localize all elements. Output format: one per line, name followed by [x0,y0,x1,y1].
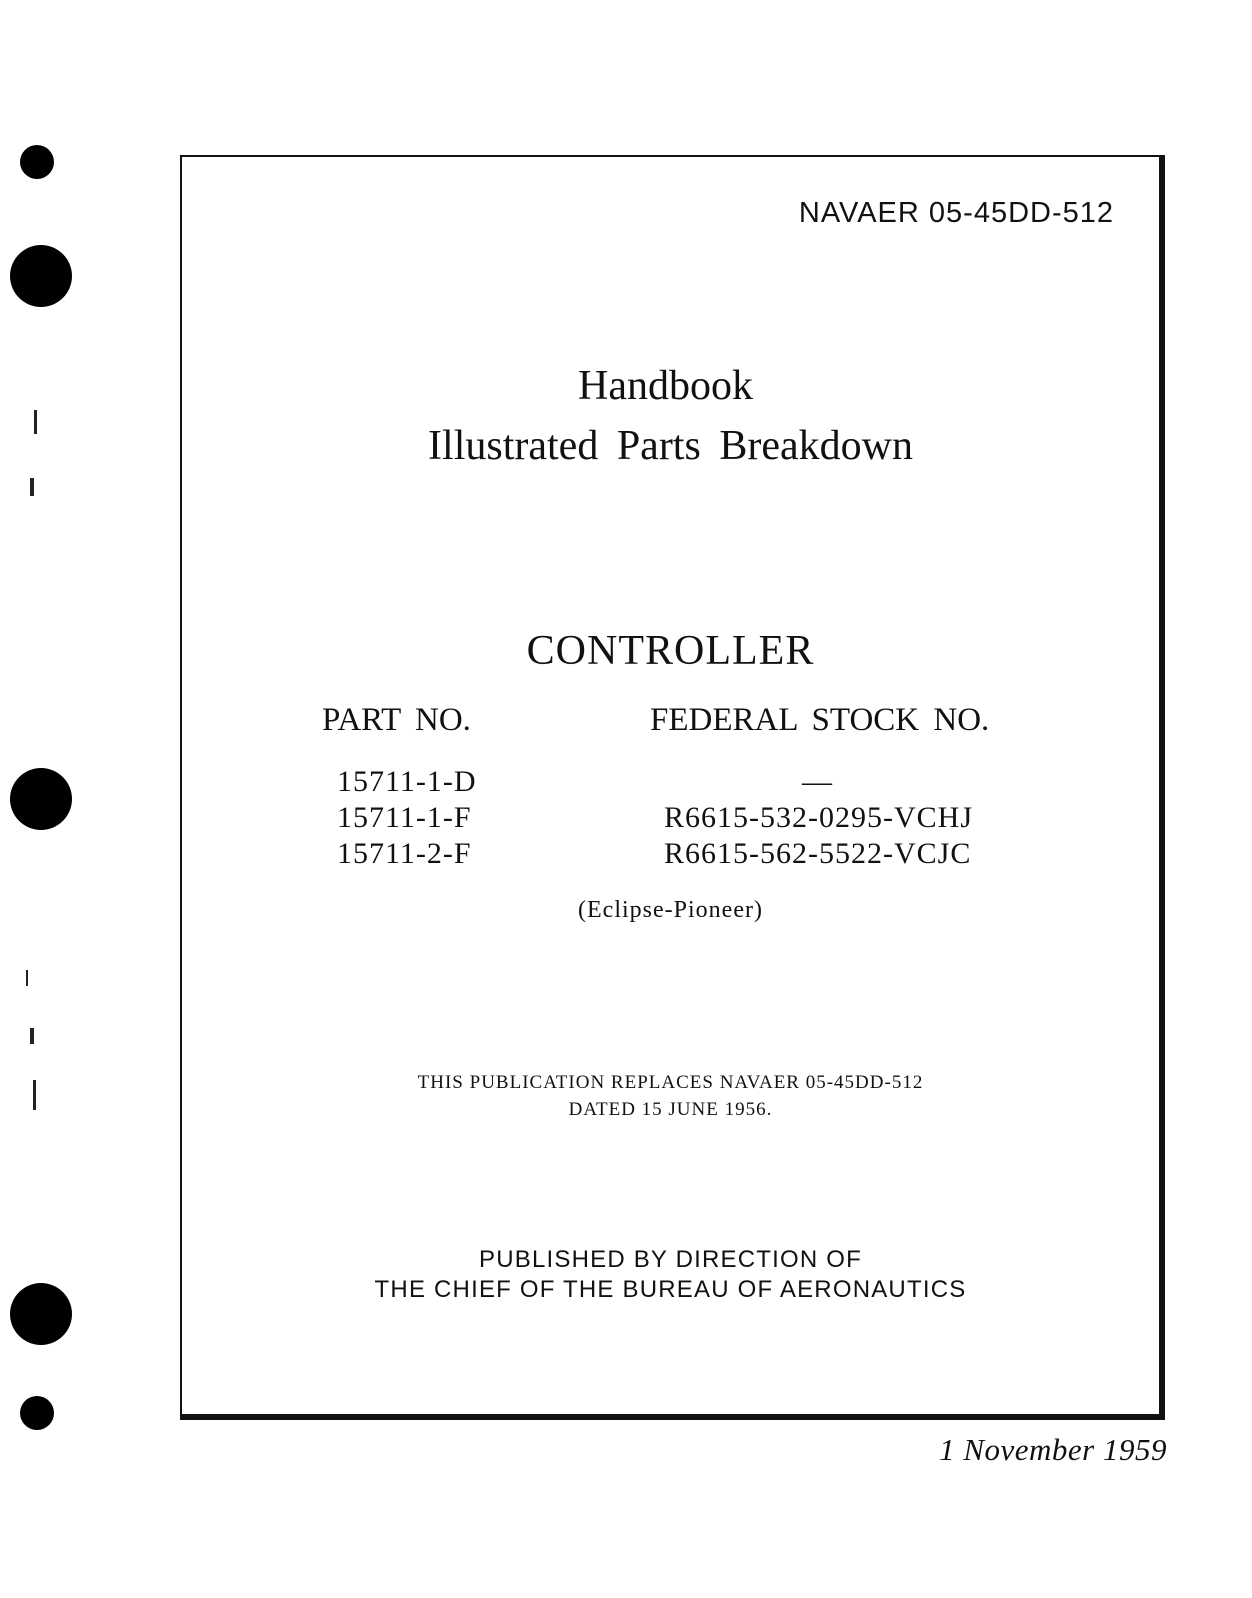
binder-hole [10,1283,72,1345]
supersession-line: DATED 15 JUNE 1956. [568,1099,773,1120]
title-illustrated-parts-breakdown: Illustrated Parts Breakdown [428,423,913,469]
federal-stock-number: R6615-562-5522-VCJC [664,837,972,870]
binder-hole [20,145,54,179]
subject-title: CONTROLLER [526,628,815,674]
scan-speck [34,410,37,434]
binder-hole [20,1396,54,1430]
publishing-authority [182,1245,1159,1305]
scan-speck [30,1028,34,1044]
binder-hole [10,245,72,307]
supersession-notice [182,1069,1159,1123]
scan-speck [33,1080,36,1110]
manufacturer: (Eclipse-Pioneer) [578,897,763,923]
part-number: 15711-2-F [337,837,472,870]
title-handbook: Handbook [578,363,753,409]
part-no-header: PART NO. [322,702,471,738]
part-number: 15711-1-D [337,765,477,798]
federal-stock-no-header: FEDERAL STOCK NO. [650,702,990,738]
supersession-line: THIS PUBLICATION REPLACES NAVAER 05-45DD-512 [417,1072,924,1093]
scan-speck [30,478,34,496]
cover-frame [180,155,1165,1420]
scan-speck [26,970,28,986]
federal-stock-number: R6615-532-0295-VCHJ [664,801,973,834]
issue-date: 1 November 1959 [939,1432,1167,1467]
federal-stock-number: — [802,765,832,798]
authority-line: THE CHIEF OF THE BUREAU OF AERONAUTICS [374,1276,967,1303]
publication-number: NAVAER 05-45DD-512 [798,197,1114,229]
authority-line: PUBLISHED BY DIRECTION OF [479,1246,862,1273]
binder-hole [10,768,72,830]
part-number: 15711-1-F [337,801,472,834]
